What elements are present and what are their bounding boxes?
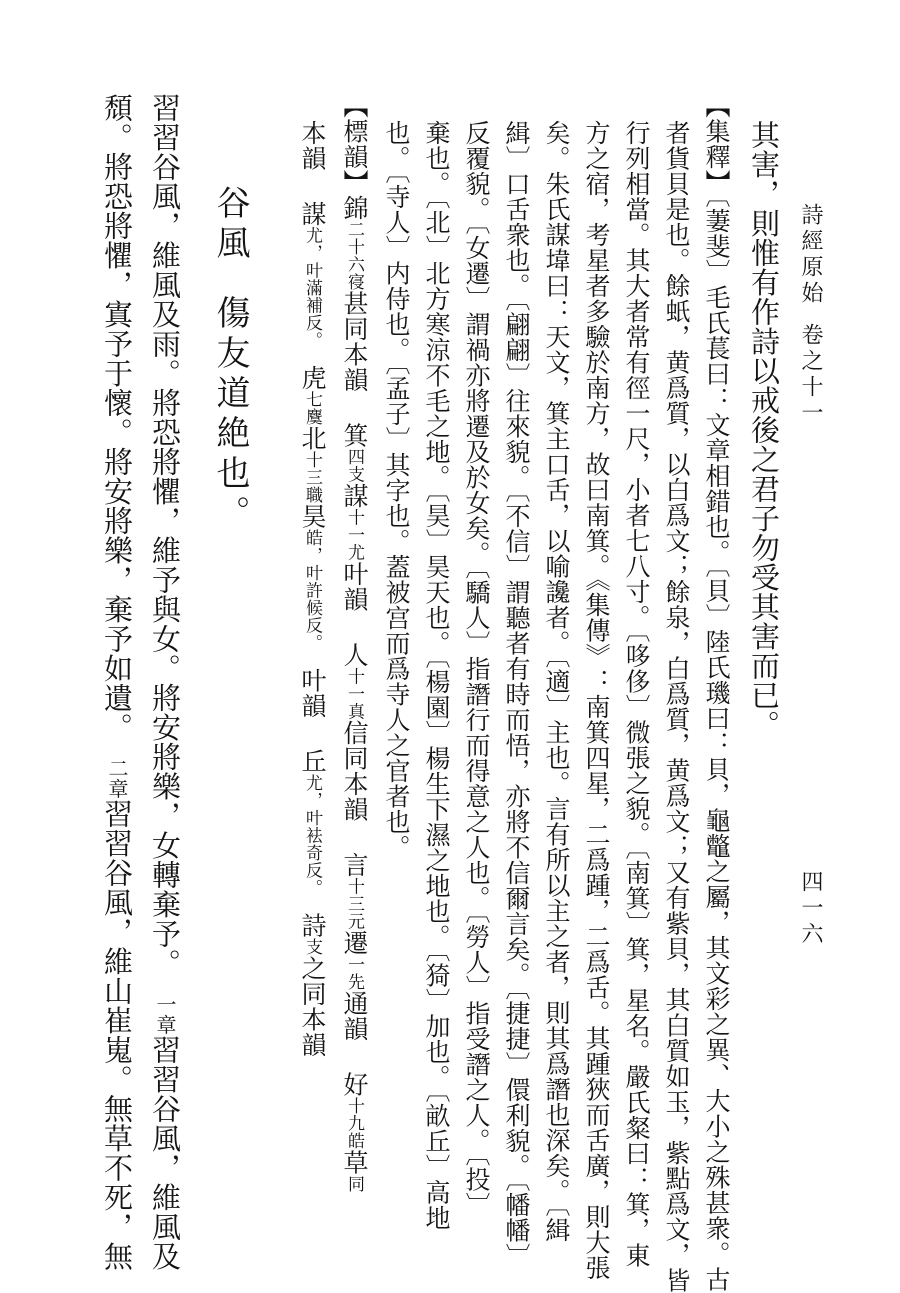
poem-subtitle: 傷友道絶也。 <box>210 295 250 535</box>
jishi-line-5: 矣。朱氏謀㙔曰：天文，箕主口舌，以喻讒者。〔適〕主也。言有所以主之者，則其爲譖也深矣。〔緝 <box>542 120 571 1243</box>
biaoyun-line-1: 【標韻】錦二十六寑甚同本韻箕四支謀十一尤叶韻人十一真信同本韻言十三元遷一先通韻好十九皓草同 <box>340 93 369 1193</box>
poem-line-2: 頹。將恐將懼，寘予于懷。將安將樂，棄予如遺。二章習習谷風，維山崔嵬。無草不死，無 <box>100 93 134 1271</box>
jishi-line-2: 者貨貝是也。餘蚔，黄爲質，以白爲文；餘泉，白爲質，黄爲文；又有紫貝，其白質如玉，紫點爲文，皆 <box>662 120 691 1293</box>
jishi-label: 【集釋】 <box>702 93 731 195</box>
stanza-number-1: 一章 <box>153 994 177 1035</box>
prev-poem-ending: 其害，則惟有作詩以戒後之君子勿受其害而已。 <box>747 120 781 740</box>
book-title: 詩經原始 <box>798 203 823 307</box>
biaoyun-label: 【標韻】 <box>340 93 369 195</box>
poem-title-column <box>210 185 250 535</box>
jishi-line-8: 棄也。〔北〕北方寒涼不毛之地。〔昊〕昊天也。〔楊園〕楊生下濕之地也。〔猗〕加也。〔畝丘〕高地 <box>422 120 451 1231</box>
poem-line-1: 習習谷風，維風及雨。將恐將懼，維予與女。將安將樂，女轉棄予。一章習習谷風，維風及 <box>148 93 182 1271</box>
poem-title: 谷風 <box>210 185 250 265</box>
running-header <box>799 203 821 427</box>
stanza-number-2: 二章 <box>105 758 129 799</box>
jishi-line-3: 行列相當。其大者常有徑一尺，小者七八寸。〔哆侈〕微張之貌。〔南箕〕箕，星名。嚴氏粲曰：箕，東 <box>622 120 651 1268</box>
jishi-line-4: 方之宿，考星者多驗於南方，故曰南箕。《集傳》：南箕四星，二爲踵，二爲舌。其踵狹而舌廣，則大張 <box>582 120 611 1281</box>
jishi-line-9: 也。〔寺人〕内侍也。〔孟子〕其字也。蓋被宫而爲寺人之官者也。 <box>382 120 411 860</box>
jishi-line-6: 緝〕口舌衆也。〔翩翩〕往來貌。〔不信〕謂聽者有時而悟，亦將不信爾言矣。〔捷捷〕儇利貌。〔幡幡〕 <box>502 120 531 1269</box>
jishi-line-7: 反覆貌。〔女遷〕謂禍亦將遷及於女矣。〔驕人〕指譖行而得意之人也。〔勞人〕指受譖之人。〔投〕 <box>462 120 491 1218</box>
page-number: 四一六 <box>798 870 823 948</box>
biaoyun-line-2: 本韻謀尤，叶滿補反。虎七麌北十三職昊皓，叶許候反。叶韻丘尤，叶袪奇反。詩支之同本韻 <box>298 120 327 1058</box>
jishi-line-1: 【集釋】〔萋斐〕毛氏萇曰：文章相錯也。〔貝〕陸氏璣曰：貝，龜鼈之屬，其文彩之異、大小之殊甚衆。古 <box>702 93 731 1292</box>
volume-label: 卷之十一 <box>798 323 823 427</box>
